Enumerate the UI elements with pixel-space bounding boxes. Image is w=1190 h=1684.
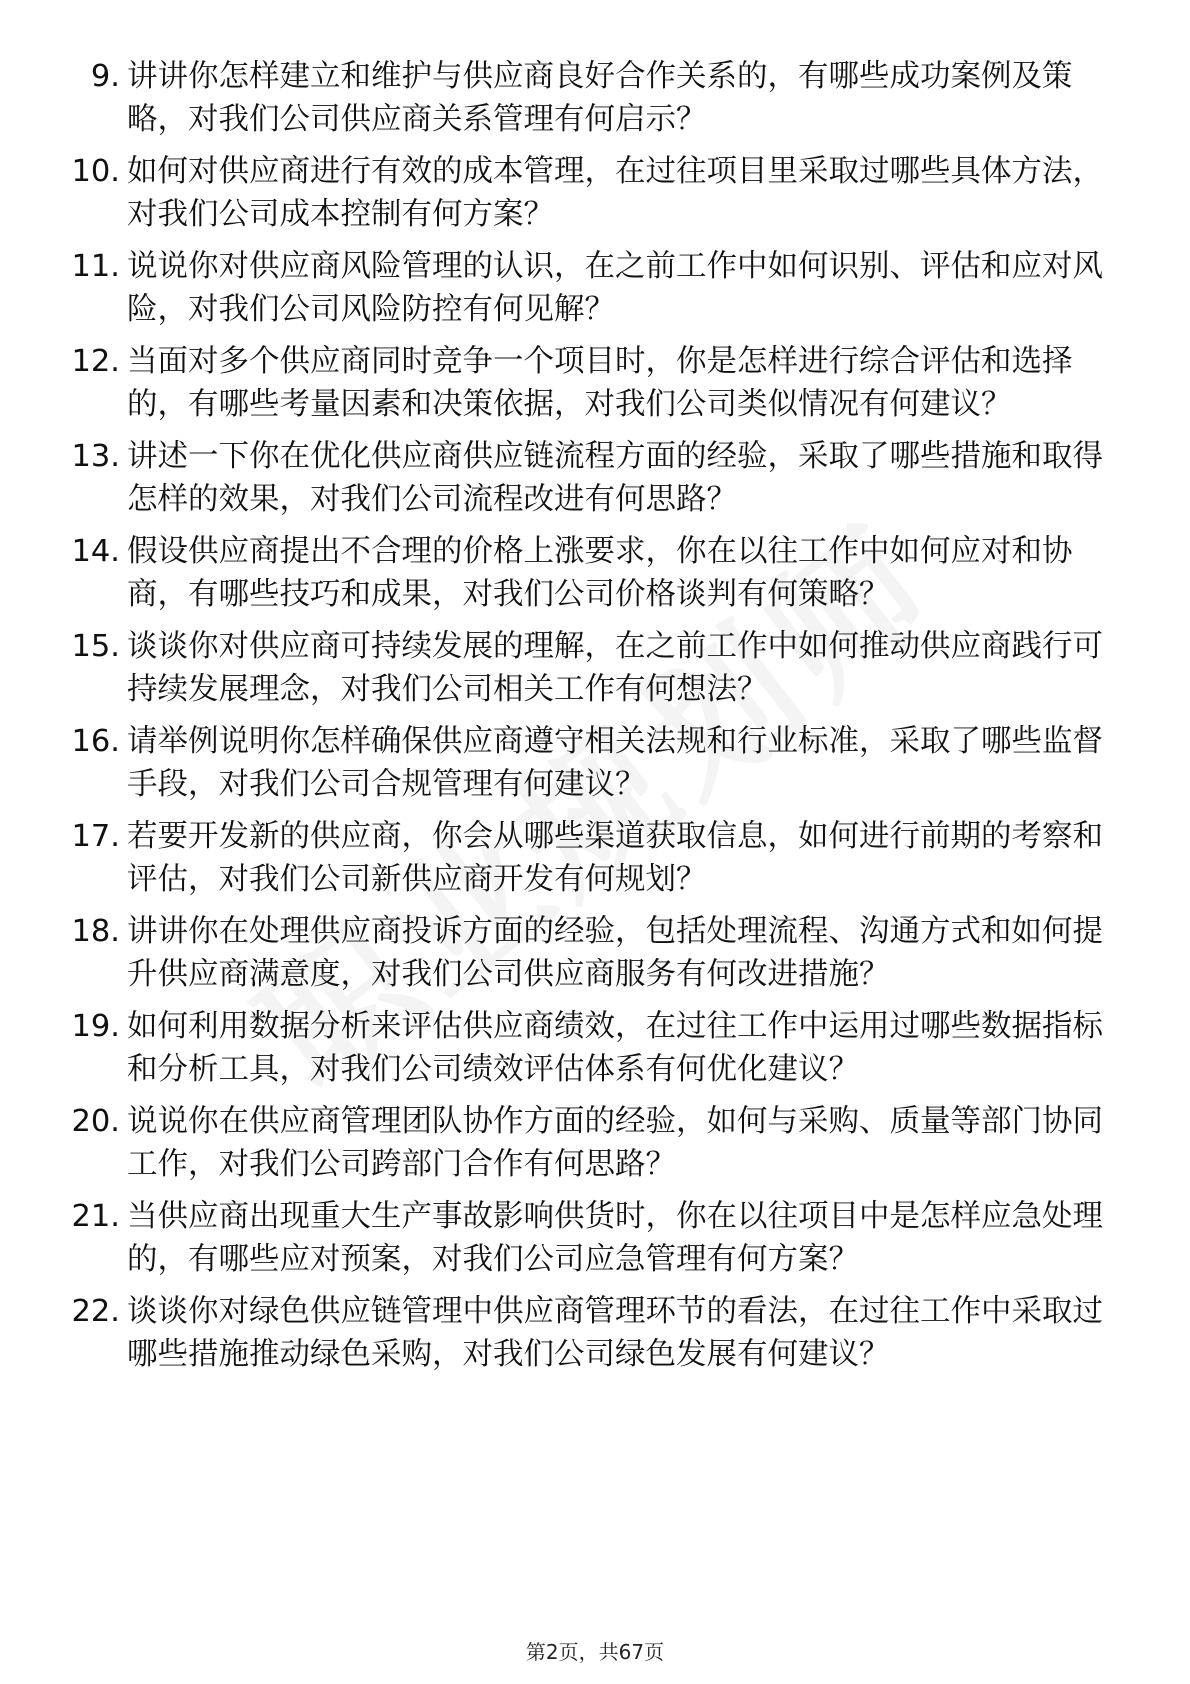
question-list [60, 56, 1120, 1386]
question-item [60, 626, 1120, 711]
question-item [60, 1006, 1120, 1091]
question-item [60, 721, 1120, 806]
question-text: 若要开发新的供应商，你会从哪些渠道获取信息，如何进行前期的考察和评估，对我们公司新供应商开发有何规划？ [127, 819, 1103, 897]
question-item [60, 816, 1120, 901]
question-number: 21. [71, 1199, 120, 1234]
question-item [60, 246, 1120, 331]
question-number: 16. [71, 724, 120, 759]
question-text: 谈谈你对供应商可持续发展的理解，在之前工作中如何推动供应商践行可持续发展理念，对我们公司相关工作有何想法？ [127, 629, 1103, 707]
question-number: 14. [71, 534, 120, 569]
question-number: 9. [90, 59, 120, 94]
question-item [60, 341, 1120, 426]
question-number: 19. [71, 1009, 120, 1044]
question-item [60, 436, 1120, 521]
question-number: 12. [71, 344, 120, 379]
question-item [60, 151, 1120, 236]
question-number: 17. [71, 819, 120, 854]
question-text: 讲讲你怎样建立和维护与供应商良好合作关系的，有哪些成功案例及策略，对我们公司供应商关系管理有何启示？ [127, 59, 1073, 137]
page-number-footer: 第2页，共67页 [525, 1640, 665, 1664]
question-number: 20. [71, 1104, 120, 1139]
question-number: 13. [71, 439, 120, 474]
question-item [60, 911, 1120, 996]
question-number: 10. [71, 154, 120, 189]
question-number: 18. [71, 914, 120, 949]
question-number: 15. [71, 629, 120, 664]
question-number: 22. [71, 1294, 120, 1329]
question-text: 当面对多个供应商同时竞争一个项目时，你是怎样进行综合评估和选择的，有哪些考量因素和决策依据，对我们公司类似情况有何建议？ [127, 344, 1073, 422]
question-text: 讲述一下你在优化供应商供应链流程方面的经验，采取了哪些措施和取得怎样的效果，对我们公司流程改进有何思路？ [127, 439, 1103, 517]
question-text: 说说你对供应商风险管理的认识，在之前工作中如何识别、评估和应对风险，对我们公司风险防控有何见解？ [127, 249, 1103, 327]
question-text: 谈谈你对绿色供应链管理中供应商管理环节的看法，在过往工作中采取过哪些措施推动绿色采购，对我们公司绿色发展有何建议？ [127, 1294, 1103, 1372]
question-item [60, 1291, 1120, 1376]
question-text: 请举例说明你怎样确保供应商遵守相关法规和行业标准，采取了哪些监督手段，对我们公司合规管理有何建议？ [127, 724, 1103, 802]
question-text: 如何利用数据分析来评估供应商绩效，在过往工作中运用过哪些数据指标和分析工具，对我们公司绩效评估体系有何优化建议？ [127, 1009, 1103, 1087]
question-text: 如何对供应商进行有效的成本管理，在过往项目里采取过哪些具体方法，对我们公司成本控制有何方案？ [127, 154, 1103, 232]
question-number: 11. [71, 249, 120, 284]
question-item [60, 531, 1120, 616]
question-text: 当供应商出现重大生产事故影响供货时，你在以往项目中是怎样应急处理的，有哪些应对预案，对我们公司应急管理有何方案？ [127, 1199, 1103, 1277]
question-text: 讲讲你在处理供应商投诉方面的经验，包括处理流程、沟通方式和如何提升供应商满意度，对我们公司供应商服务有何改进措施？ [127, 914, 1103, 992]
question-text: 假设供应商提出不合理的价格上涨要求，你在以往工作中如何应对和协商，有哪些技巧和成果，对我们公司价格谈判有何策略？ [127, 534, 1073, 612]
question-item [60, 1101, 1120, 1186]
question-item [60, 1196, 1120, 1281]
question-text: 说说你在供应商管理团队协作方面的经验，如何与采购、质量等部门协同工作，对我们公司跨部门合作有何思路？ [127, 1104, 1103, 1182]
question-item [60, 56, 1120, 141]
